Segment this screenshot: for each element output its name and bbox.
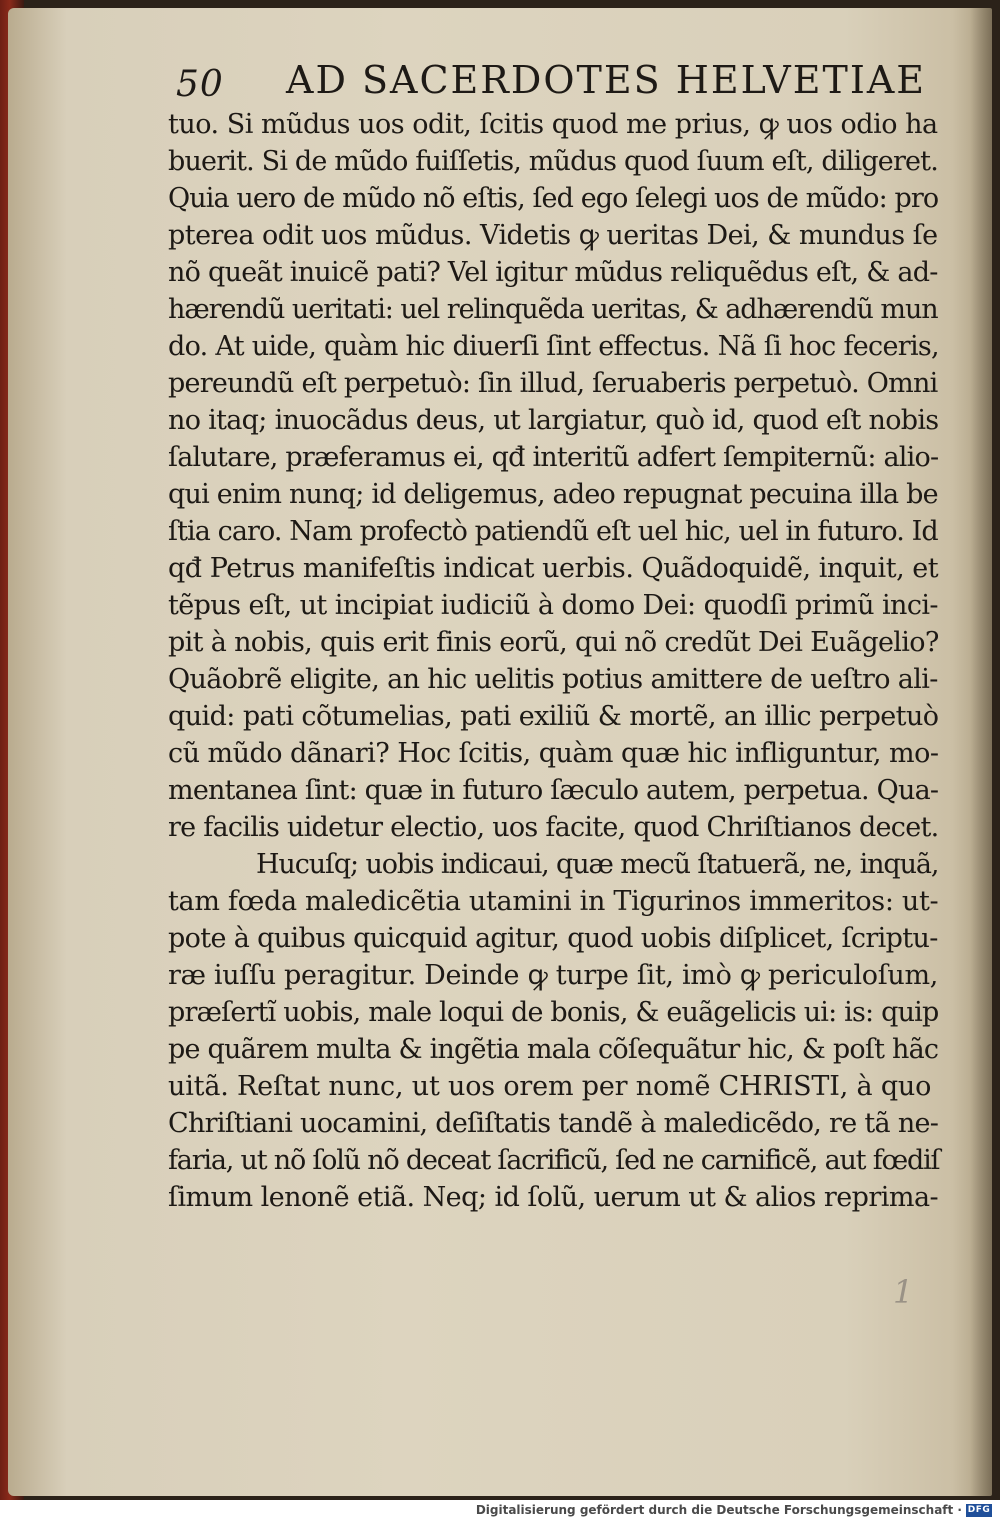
running-title: AD SACERDOTES HELVETIAE — [286, 58, 927, 102]
page-header — [176, 58, 927, 106]
text-line: nõ queãt inuicẽ pati? Vel igitur mũdus reliquẽdus eſt, & ad- — [168, 257, 938, 288]
text-line: faria, ut nõ ſolũ nõ deceat ſacrificũ, ſed ne carnificẽ, aut fœdiſ — [168, 1145, 940, 1176]
text-line: tuo. Si mũdus uos odit, ſcitis quod me prius, ꝙ uos odio ha — [168, 109, 938, 140]
pencil-margin-note: 1 — [893, 1273, 914, 1311]
text-line: ſalutare, præferamus ei, qđ interitũ adfert ſempiternũ: alio- — [168, 442, 939, 473]
funding-credit: Digitalisierung gefördert durch die Deutsche Forschungsgemeinschaft · — [475, 1503, 962, 1517]
text-line: quid: pati cõtumelias, pati exiliũ & mortẽ, an illic perpetuò — [168, 701, 939, 732]
text-line: tam fœda maledicẽtia utamini in Tigurinos immeritos: ut- — [168, 886, 939, 917]
text-line: Quia uero de mũdo nõ eſtis, ſed ego ſelegi uos de mũdo: pro — [168, 183, 939, 214]
page-edge-shadow — [970, 8, 992, 1496]
body-text — [168, 106, 948, 1216]
text-line: qđ Petrus manifeſtis indicat uerbis. Quãdoquidẽ, inquit, et — [168, 553, 939, 584]
text-line: ræ iuſſu peragitur. Deinde ꝙ turpe ſit, imò ꝙ periculoſum, — [168, 960, 939, 991]
text-line: cũ mũdo dãnari? Hoc ſcitis, quàm quæ hic infliguntur, mo- — [168, 738, 939, 769]
text-line: pterea odit uos mũdus. Videtis ꝙ ueritas Dei, & mundus ſe — [168, 220, 938, 251]
dfg-logo: DFG — [967, 1505, 991, 1515]
text-line: ſtia caro. Nam profectò patiendũ eſt uel hic, uel in futuro. Id — [168, 516, 938, 547]
page-number: 50 — [176, 64, 224, 105]
text-line: Hucuſq; uobis indicaui, quæ mecũ ſtatuerã, ne, inquã, — [256, 849, 939, 880]
text-line: hærendũ ueritati: uel relinquẽda ueritas, & adhærendũ mun — [168, 294, 938, 325]
text-line: qui enim nunq; id deligemus, adeo repugnat pecuina illa be — [168, 479, 938, 510]
text-line: buerit. Si de mũdo fuiſſetis, mũdus quod ſuum eſt, diligeret. — [168, 146, 938, 177]
text-line: pote à quibus quicquid agitur, quod uobis diſplicet, ſcriptu- — [168, 923, 938, 954]
text-line: tẽpus eſt, ut incipiat iudiciũ à domo Dei: quodſi primũ inci- — [168, 590, 938, 621]
text-line: Quãobrẽ eligite, an hic uelitis potius amittere de ueſtro ali- — [168, 664, 938, 695]
text-line: re facilis uidetur electio, uos facite, quod Chriſtianos decet. — [168, 812, 939, 843]
text-line: præſertĩ uobis, male loqui de bonis, & euãgelicis ui: is: quip — [168, 997, 939, 1028]
text-line: mentanea ſint: quæ in futuro ſæculo autem, perpetua. Qua- — [168, 775, 939, 806]
text-line: pereundũ eſt perpetuò: ſin illud, ſeruaberis perpetuò. Omni — [168, 368, 938, 399]
text-line: pe quãrem multa & ingẽtia mala cõſequãtur hic, & poſt hãc — [168, 1034, 939, 1065]
text-line: no itaq; inuocãdus deus, ut largiatur, quò id, quod eſt nobis — [168, 405, 939, 436]
text-line: do. At uide, quàm hic diuerſi ſint effectus. Nã ſi hoc feceris, — [168, 331, 939, 362]
text-line: ſimum lenonẽ etiã. Neq; id ſolũ, uerum ut & alios reprima- — [168, 1182, 939, 1213]
text-line: pit à nobis, quis erit finis eorũ, qui nõ credũt Dei Euãgelio? — [168, 627, 939, 658]
text-line: uitã. Reſtat nunc, ut uos orem per nomẽ CHRISTI, à quo — [168, 1071, 932, 1102]
footer-bar — [0, 1500, 1000, 1523]
text-line: Chriſtiani uocamini, deſiſtatis tandẽ à maledicẽdo, re tã ne- — [168, 1108, 939, 1139]
